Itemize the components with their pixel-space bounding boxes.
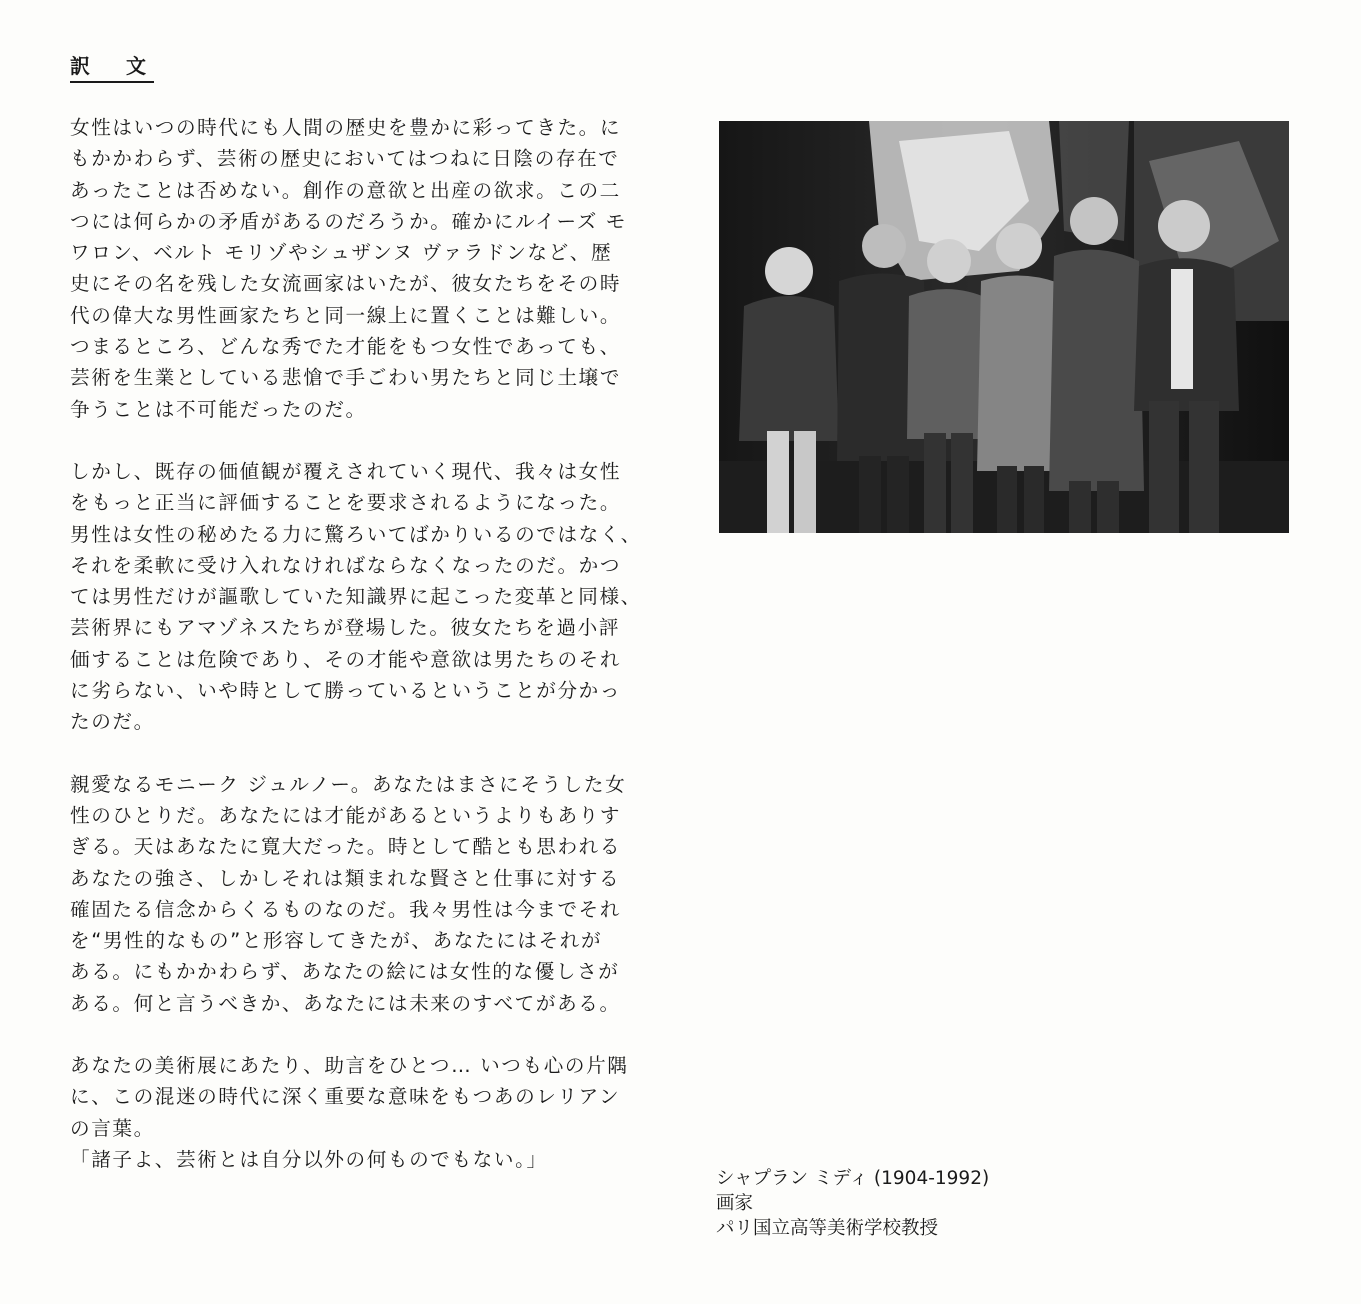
text-line: ある。にもかかわらず、あなたの絵には女性的な優しさが — [70, 960, 620, 984]
text-line: それを柔軟に受け入れなければならなくなったのだ。かつ — [70, 553, 622, 577]
text-line: 芸術界にもアマゾネスたちが登場した。彼女たちを過小評 — [70, 616, 621, 640]
text-line: 代の偉大な男性画家たちと同一線上に置くことは難しい。 — [70, 303, 622, 327]
text-line: 争うことは不可能だったのだ。 — [70, 397, 367, 421]
caption-title: 画家 — [716, 1193, 754, 1214]
text-line: たのだ。 — [70, 710, 155, 734]
text-line: 史にその名を残した女流画家はいたが、彼女たちをその時 — [70, 272, 622, 296]
text-line: あなたの強さ、しかしそれは類まれな賢さと仕事に対する — [70, 866, 621, 890]
text-line: しかし、既存の価値観が覆えされていく現代、我々は女性 — [70, 459, 622, 483]
translation-body — [70, 112, 670, 1206]
group-photo — [719, 121, 1289, 533]
text-line: もかかわらず、芸術の歴史においてはつねに日陰の存在で — [70, 147, 620, 171]
text-line: を“男性的なもの”と形容してきたが、あなたにはそれが — [70, 929, 603, 953]
text-line: をもっと正当に評価することを要求されるようになった。 — [70, 491, 622, 515]
text-line: ては男性だけが謳歌していた知識界に起こった変革と同様、 — [70, 585, 642, 609]
text-line: の言葉。 — [70, 1116, 155, 1140]
text-line: に劣らない、いや時として勝っているということが分かっ — [70, 679, 622, 703]
text-line: あったことは否めない。創作の意欲と出産の欲求。この二 — [70, 178, 621, 202]
paragraph-4 — [70, 1050, 670, 1175]
text-line: 確固たる信念からくるものなのだ。我々男性は今までそれ — [70, 897, 622, 921]
text-line: ワロン、ベルト モリゾやシュザンヌ ヴァラドンなど、歴 — [70, 241, 613, 265]
text-line: 女性はいつの時代にも人間の歴史を豊かに彩ってきた。に — [70, 116, 622, 139]
text-line: つまるところ、どんな秀でた才能をもつ女性であっても、 — [70, 335, 621, 359]
caption-name: シャプラン ミディ (1904-1992) — [716, 1168, 990, 1189]
text-line: ぎる。天はあなたに寛大だった。時として酷とも思われる — [70, 835, 622, 859]
text-line: 芸術を生業としている悲愴で手ごわい男たちと同じ土壌で — [70, 366, 622, 390]
text-line: 性のひとりだ。あなたには才能があるというよりもありす — [70, 803, 622, 827]
page-heading: 訳 文 — [70, 50, 154, 83]
text-line: 「諸子よ、芸術とは自分以外の何ものでもない。」 — [70, 1147, 548, 1171]
text-line: ある。何と言うべきか、あなたには未来のすべてがある。 — [70, 991, 621, 1015]
paragraph-3 — [70, 769, 670, 1019]
text-line: あなたの美術展にあたり、助言をひとつ… いつも心の片隅 — [70, 1054, 629, 1078]
caption-affiliation: パリ国立高等美術学校教授 — [716, 1218, 939, 1239]
paragraph-1 — [70, 112, 670, 425]
text-line: 価することは危険であり、その才能や意欲は男たちのそれ — [70, 647, 622, 671]
photo-caption — [716, 1166, 989, 1241]
text-line: 親愛なるモニーク ジュルノー。あなたはまさにそうした女 — [70, 772, 627, 796]
text-line: に、この混迷の時代に深く重要な意味をもつあのレリアン — [70, 1085, 621, 1109]
text-line: つには何らかの矛盾があるのだろうか。確かにルイーズ モ — [70, 209, 627, 233]
paragraph-2 — [70, 456, 670, 738]
text-line: 男性は女性の秘めたる力に驚ろいてばかりいるのではなく、 — [70, 522, 642, 546]
